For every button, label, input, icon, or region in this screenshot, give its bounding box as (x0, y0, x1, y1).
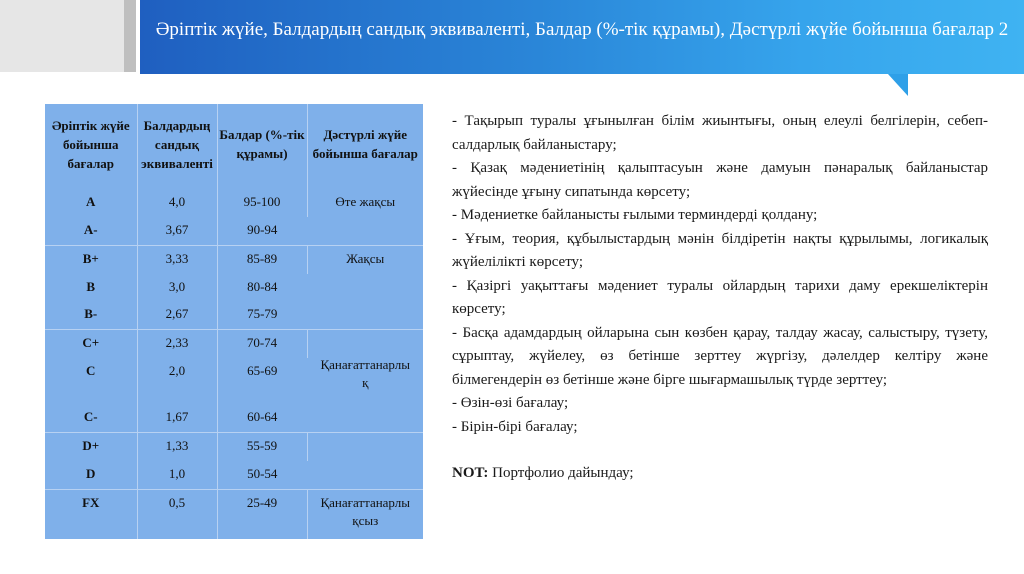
criteria-item: - Ұғым, теория, құбылыстардың мәнін білдіретін нақты құрылымы, логикалық жүйелілікті көрсету; (452, 230, 988, 270)
traditional-grade-unsatisfactory-label: Қанағаттанарлықсыз (320, 495, 410, 529)
grade-letter: C- (45, 404, 137, 432)
note-label: NOT: (452, 465, 489, 481)
table-row (45, 490, 423, 539)
criteria-item: - Басқа адамдардың ойларына сын көзбен қарау, талдау жасау, салыстыру, түзету, сұрыптау, жүйелеу, өз бетінше зерттеу жүргізу, дәлелдер келтіру және білмегендерін өз бетінше және бірге шығармашылық түрде зерттеу; (452, 324, 988, 388)
grading-table (45, 104, 423, 539)
criteria-item: - Қазақ мәдениетінің қалыптасуын және дамуын пәнаралық байланыстар жүйесінде ұғыну сипатында көрсету; (452, 160, 988, 200)
grade-percent: 70-74 (217, 330, 307, 358)
traditional-grade-excellent: Өте жақсы (307, 189, 423, 245)
criteria-item: - Бірін-бірі бағалау; (452, 418, 578, 435)
table-row (45, 245, 423, 273)
traditional-grade-good: Жақсы (307, 245, 423, 330)
grade-percent: 90-94 (217, 217, 307, 245)
table-row (45, 433, 423, 461)
grade-percent: 55-59 (217, 433, 307, 461)
corner-decoration (0, 0, 135, 72)
grade-points: 1,67 (137, 404, 217, 432)
grade-percent: 50-54 (217, 461, 307, 489)
grade-points: 1,33 (137, 433, 217, 461)
grade-percent: 95-100 (217, 189, 307, 217)
grade-points: 2,33 (137, 330, 217, 358)
grade-points: 3,67 (137, 217, 217, 245)
table-row (45, 330, 423, 358)
criteria-item: - Мәдениетке байланысты ғылыми терминдерді қолдану; (452, 207, 818, 223)
grade-letter: B+ (45, 245, 137, 273)
header-traditional-system: Дәстүрлі жүйе бойынша бағалар (312, 127, 418, 162)
traditional-grade-empty (307, 433, 423, 490)
grade-letter: B (45, 274, 137, 302)
corner-bar-decoration (124, 0, 136, 72)
grade-points: 4,0 (137, 189, 217, 217)
spacer (452, 439, 988, 462)
criteria-list (452, 110, 988, 486)
criteria-item: - Тақырып туралы ұғынылған білім жиынтығы, оның елеулі белгілерін, себеп-салдарлық байланыстару; (452, 113, 988, 153)
grade-points: 3,0 (137, 274, 217, 302)
grade-letter: C (45, 358, 137, 404)
grade-percent: 80-84 (247, 278, 278, 294)
header-letter-system: Әріптік жүйе бойынша бағалар (45, 104, 137, 189)
grade-letter: D (45, 461, 137, 489)
grade-letter: D+ (45, 433, 137, 461)
note-text: Портфолио дайындау; (488, 465, 634, 481)
grade-percent: 75-79 (217, 301, 307, 329)
grade-points: 2,67 (137, 301, 217, 329)
grade-points: 0,5 (137, 490, 217, 539)
title-banner-tail (888, 74, 908, 96)
grade-letter: FX (45, 490, 137, 539)
table-header-row (45, 104, 423, 189)
traditional-grade-unsatisfactory (307, 490, 423, 539)
grade-points: 1,0 (137, 461, 217, 489)
criteria-item: - Қазіргі уақыттағы мәдениет туралы ойлардың тарихи даму ерекшеліктерін көрсету; (452, 277, 988, 317)
criteria-item: - Өзін-өзі бағалау; (452, 395, 569, 411)
grade-letter: C+ (45, 330, 137, 358)
grade-percent: 85-89 (217, 245, 307, 273)
grade-points: 3,33 (137, 245, 217, 273)
grade-percent: 65-69 (247, 363, 278, 379)
header-percent: Балдар (%-тік құрамы) (217, 104, 307, 189)
header-numeric-equivalent: Балдардың сандық эквиваленті (137, 104, 217, 189)
page-title: Әріптік жүйе, Балдардың сандық эквиваленті, Балдар (%-тік құрамы), Дәстүрлі жүйе бойынша бағалар 2 (155, 19, 1009, 40)
note-line (452, 462, 988, 486)
grade-percent: 25-49 (217, 490, 307, 539)
grade-letter: B- (45, 301, 137, 329)
table-row (45, 189, 423, 217)
grade-points: 2,0 (137, 358, 217, 404)
traditional-grade-satisfactory (307, 330, 423, 433)
grade-letter: A- (45, 217, 137, 245)
grade-letter: A (45, 189, 137, 217)
traditional-grade-satisfactory-label: Қанағаттанарлық (320, 357, 410, 391)
grade-percent: 60-64 (217, 404, 307, 432)
